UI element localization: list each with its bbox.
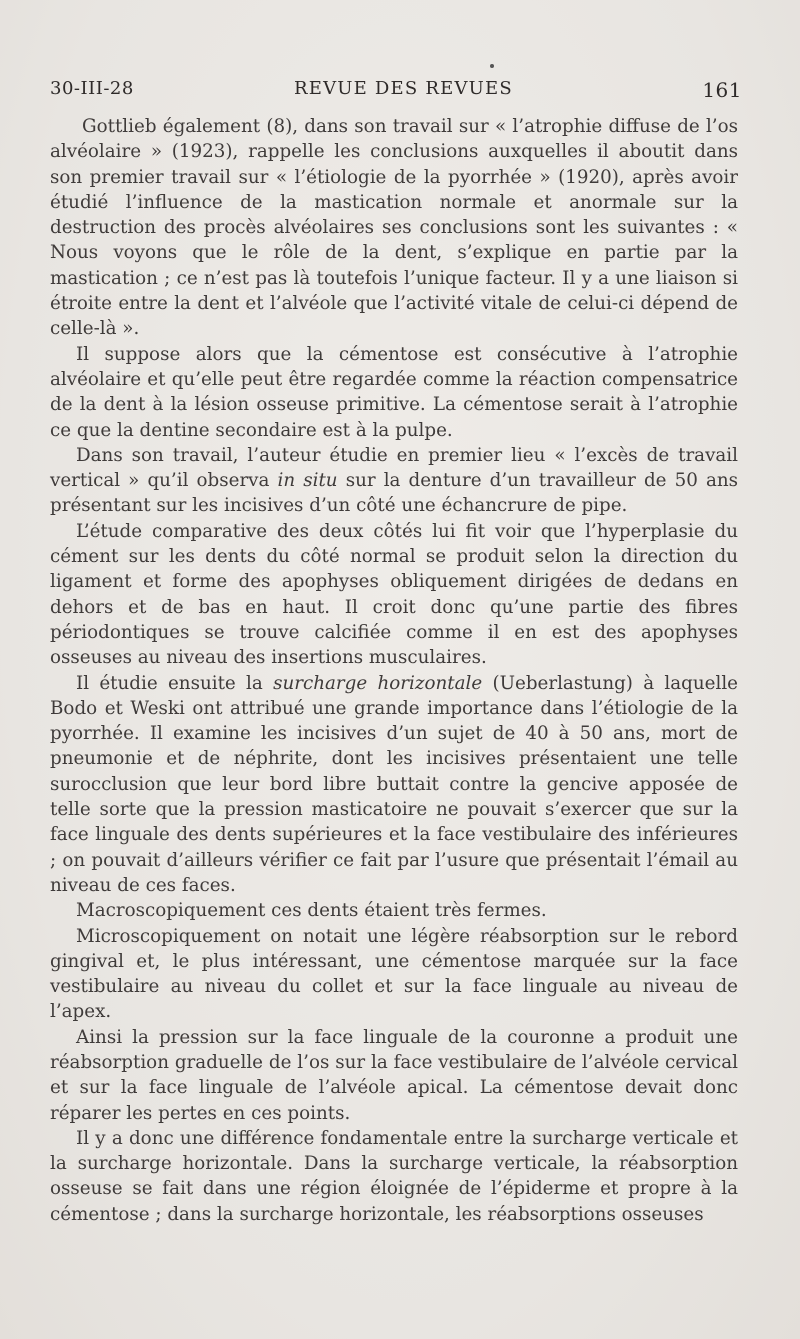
paragraph-text: Gottlieb également (8), dans son travail sur « l’atrophie diffuse de l’os alvéolaire » (1923), rappelle les conclusions auxquelles il aboutit dans son premier travail sur « l’étiologie de la pyorrhée » (1920), après avoir étudié l’influence de la mastication normale et anormale sur la destruction des procès alvéolaires ses conclusions sont les suivantes : « Nous voyons que le rôle de la dent, s’explique en partie par la mastication ; ce n’est pas là toutefois l’unique facteur. Il y a une liaison si étroite entre la dent et l’alvéole que l’activité vitale de celui-ci dépend de celle-là ». — [50, 116, 738, 340]
header-date: 30-III-28 — [50, 78, 134, 99]
paragraph-text: sur la denture d’un travailleur de 50 ans présentant sur les incisives d’un côté une échancrure de pipe. — [50, 470, 738, 517]
paragraph — [50, 671, 738, 899]
paragraph — [50, 924, 738, 1025]
paragraph — [50, 898, 738, 923]
paragraph-text: Dans son travail, l’auteur étudie en premier lieu « l’excès de travail vertical » qu’il observa — [50, 444, 738, 492]
article-body — [50, 114, 738, 1227]
page-number: 161 — [702, 78, 742, 102]
paragraph-text: L’étude comparative des deux côtés lui fit voir que l’hyperplasie du cément sur les dents du côté normal se produit selon la direction du ligament et forme des apophyses obliquement dirigées de dedans en dehors et de bas en haut. Il croit donc qu’une partie des fibres périodontiques se trouve calcifiée comme il en est des apophyses osseuses au niveau des insertions musculaires. — [50, 520, 738, 669]
paragraph-text: Microscopiquement on notait une légère réabsorption sur le rebord gingival et, le plus intéressant, une cémentose marquée sur la face vestibulaire au niveau du collet et sur la face linguale au niveau de l’apex. — [50, 925, 738, 1023]
paragraph — [50, 1126, 738, 1227]
italic-term: surcharge horizontale — [273, 672, 483, 694]
paragraph-text: Macroscopiquement ces dents étaient très fermes. — [76, 900, 547, 922]
paragraph-text: Il y a donc une différence fondamentale entre la surcharge verticale et la surcharge horizontale. Dans la surcharge verticale, la réabsorption osseuse se fait dans une région éloignée de l’épiderme et propre à la cémentose ; dans la surcharge horizontale, les réabsorptions osseuses — [50, 1127, 738, 1225]
italic-term: in situ — [277, 470, 338, 492]
paragraph — [50, 443, 738, 519]
paragraph — [50, 1025, 738, 1126]
paragraph-text: (Ueberlastung) à laquelle Bodo et Weski ont attribué une grande importance dans l’étiologie de la pyorrhée. Il examine les incisives d’un sujet de 40 à 50 ans, mort de pneumonie et de néphrite, dont les incisives présentaient une telle surocclusion que leur bord libre buttait contre la gencive apposée de telle sorte que la pression masticatoire ne pouvait s’exercer que sur la face linguale des dents supérieures et la face vestibulaire des inférieures ; on pouvait d’ailleurs vérifier ce fait par l’usure que présentait l’émail au niveau de ces faces. — [50, 672, 738, 896]
paragraph-text: Il étudie ensuite la — [76, 672, 274, 694]
paragraph — [50, 342, 738, 443]
paragraph-text: Il suppose alors que la cémentose est consécutive à l’atrophie alvéolaire et qu’elle peut être regardée comme la réaction compensatrice de la dent à la lésion osseuse primitive. La cémentose serait à l’atrophie ce que la dentine secondaire est à la pulpe. — [50, 343, 738, 441]
paragraph — [50, 114, 738, 342]
header-title: REVUE DES REVUES — [294, 78, 513, 99]
paragraph — [50, 519, 738, 671]
paragraph-text: Ainsi la pression sur la face linguale de la couronne a produit une réabsorption graduelle de l’os sur la face vestibulaire de l’alvéole cervical et sur la face linguale de l’alvéole apical. La cémentose devait donc réparer les pertes en ces points. — [50, 1026, 738, 1124]
running-header — [50, 78, 742, 104]
print-mark — [490, 64, 494, 68]
